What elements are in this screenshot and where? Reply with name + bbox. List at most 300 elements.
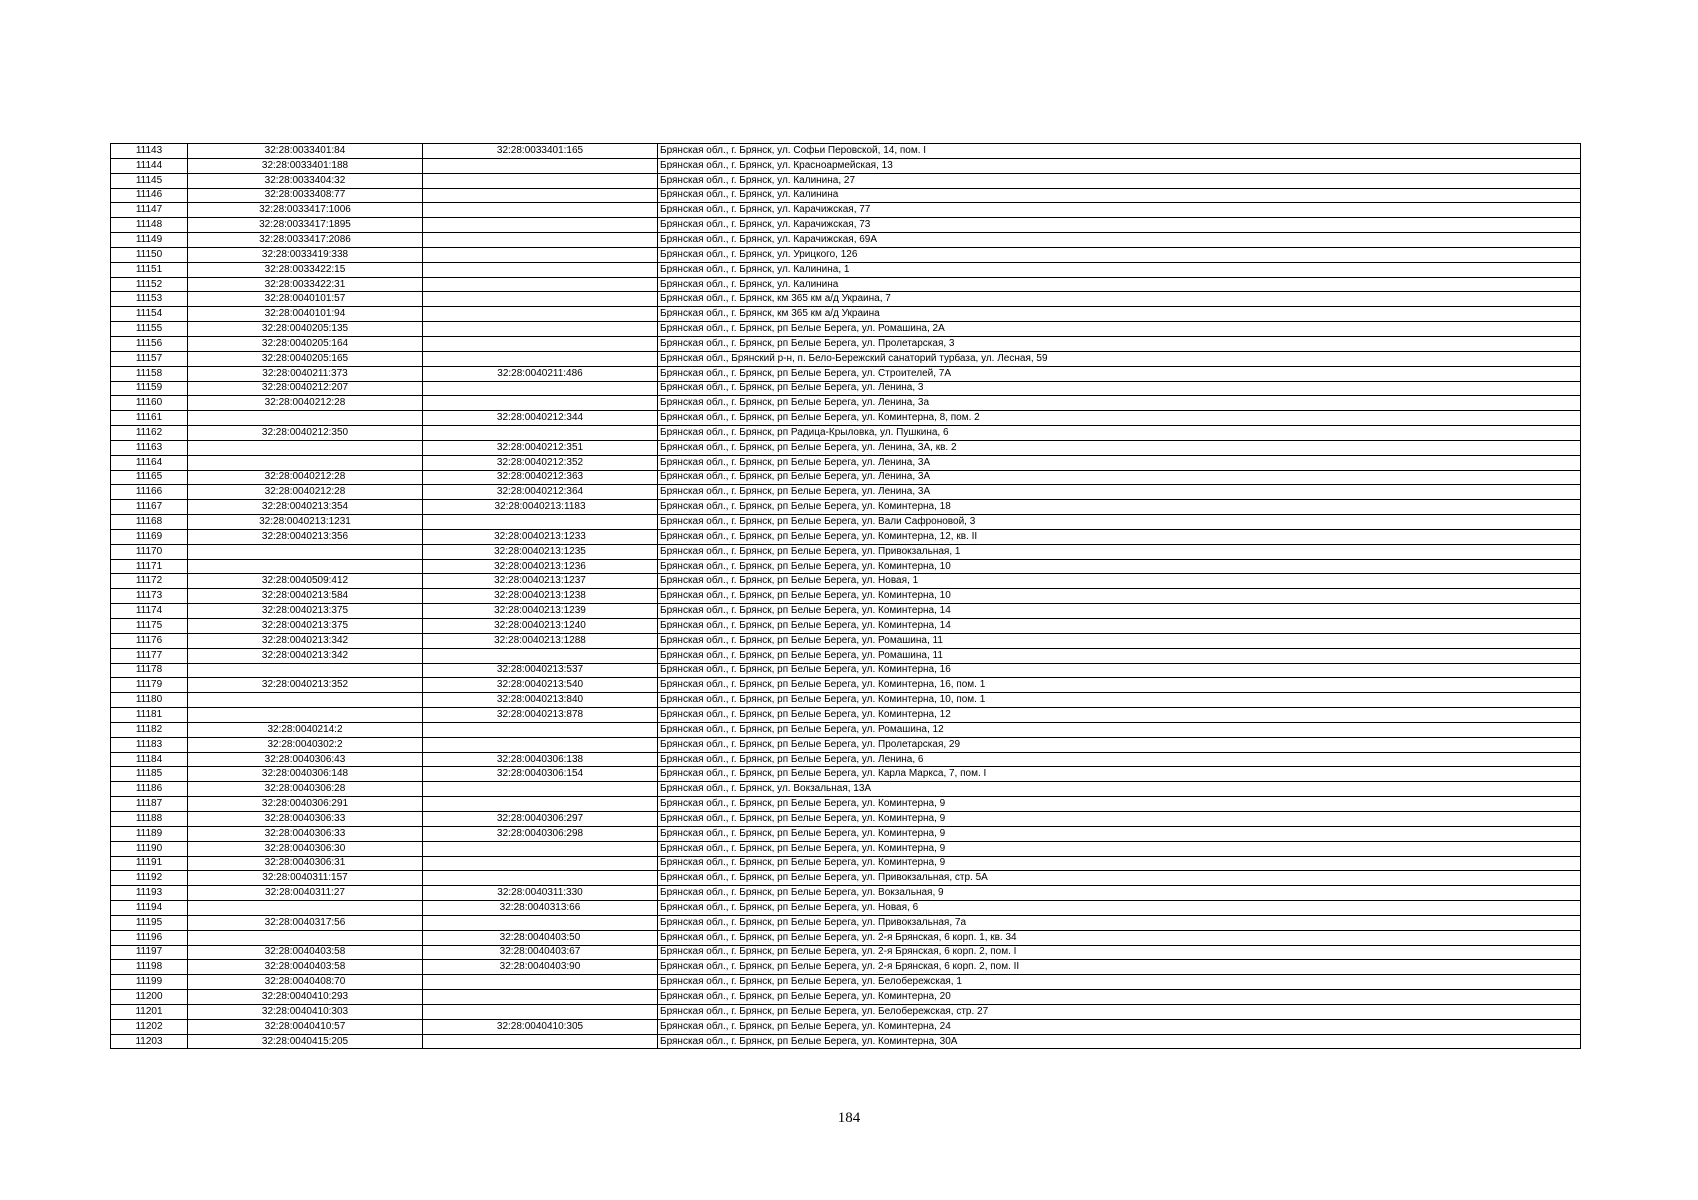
address-cell: Брянская обл., г. Брянск, рп Белые Берега, ул. Коминтерна, 9	[658, 811, 1581, 826]
table-row	[111, 663, 1581, 678]
building-cadastral-number-cell: 32:28:0040213:537	[423, 663, 658, 678]
table-row	[111, 589, 1581, 604]
table-row	[111, 975, 1581, 990]
row-number-cell: 11166	[111, 485, 188, 500]
row-number-cell: 11194	[111, 901, 188, 916]
address-cell: Брянская обл., г. Брянск, рп Белые Берега, ул. Ленина, 3А	[658, 485, 1581, 500]
land-cadastral-number-cell: 32:28:0040213:352	[188, 678, 423, 693]
address-cell: Брянская обл., г. Брянск, рп Белые Берега, ул. Коминтерна, 16, пом. 1	[658, 678, 1581, 693]
table-row	[111, 292, 1581, 307]
building-cadastral-number-cell: 32:28:0040213:1233	[423, 529, 658, 544]
row-number-cell: 11202	[111, 1019, 188, 1034]
building-cadastral-number-cell: 32:28:0040213:1183	[423, 500, 658, 515]
row-number-cell: 11170	[111, 544, 188, 559]
land-cadastral-number-cell: 32:28:0033417:1895	[188, 218, 423, 233]
row-number-cell: 11203	[111, 1034, 188, 1049]
row-number-cell: 11184	[111, 752, 188, 767]
building-cadastral-number-cell: 32:28:0040213:1239	[423, 604, 658, 619]
land-cadastral-number-cell: 32:28:0040403:58	[188, 960, 423, 975]
table-row	[111, 930, 1581, 945]
table-row	[111, 811, 1581, 826]
address-cell: Брянская обл., г. Брянск, рп Белые Берега, ул. Коминтерна, 14	[658, 619, 1581, 634]
land-cadastral-number-cell: 32:28:0033401:84	[188, 144, 423, 159]
land-cadastral-number-cell: 32:28:0040403:58	[188, 945, 423, 960]
building-cadastral-number-cell: 32:28:0040311:330	[423, 886, 658, 901]
building-cadastral-number-cell	[423, 782, 658, 797]
building-cadastral-number-cell	[423, 218, 658, 233]
address-cell: Брянская обл., г. Брянск, рп Белые Берега, ул. Ленина, 3а	[658, 396, 1581, 411]
land-cadastral-number-cell: 32:28:0040212:28	[188, 485, 423, 500]
building-cadastral-number-cell	[423, 322, 658, 337]
row-number-cell: 11175	[111, 619, 188, 634]
address-cell: Брянская обл., г. Брянск, рп Белые Берега, ул. Коминтерна, 18	[658, 500, 1581, 515]
land-cadastral-number-cell: 32:28:0040408:70	[188, 975, 423, 990]
row-number-cell: 11186	[111, 782, 188, 797]
address-cell: Брянская обл., г. Брянск, рп Белые Берега, ул. 2-я Брянская, 6 корп. 1, кв. 34	[658, 930, 1581, 945]
row-number-cell: 11200	[111, 990, 188, 1005]
land-cadastral-number-cell: 32:28:0040212:350	[188, 426, 423, 441]
building-cadastral-number-cell: 32:28:0040213:1235	[423, 544, 658, 559]
building-cadastral-number-cell	[423, 262, 658, 277]
address-cell: Брянская обл., г. Брянск, рп Белые Берега, ул. Ромашина, 11	[658, 633, 1581, 648]
row-number-cell: 11162	[111, 426, 188, 441]
land-cadastral-number-cell	[188, 559, 423, 574]
page-number: 184	[837, 1110, 861, 1126]
building-cadastral-number-cell: 32:28:0040306:297	[423, 811, 658, 826]
row-number-cell: 11187	[111, 797, 188, 812]
table-row	[111, 144, 1581, 159]
row-number-cell: 11183	[111, 737, 188, 752]
land-cadastral-number-cell: 32:28:0033417:1006	[188, 203, 423, 218]
table-row	[111, 440, 1581, 455]
row-number-cell: 11171	[111, 559, 188, 574]
land-cadastral-number-cell: 32:28:0040101:94	[188, 307, 423, 322]
row-number-cell: 11172	[111, 574, 188, 589]
row-number-cell: 11177	[111, 648, 188, 663]
table-row	[111, 322, 1581, 337]
table-row	[111, 604, 1581, 619]
row-number-cell: 11176	[111, 633, 188, 648]
address-cell: Брянская обл., Брянский р-н, п. Бело-Бережский санаторий турбаза, ул. Лесная, 59	[658, 351, 1581, 366]
address-cell: Брянская обл., г. Брянск, рп Белые Берега, ул. Коминтерна, 10, пом. 1	[658, 693, 1581, 708]
table-row	[111, 841, 1581, 856]
row-number-cell: 11160	[111, 396, 188, 411]
row-number-cell: 11181	[111, 708, 188, 723]
table-row	[111, 559, 1581, 574]
address-cell: Брянская обл., г. Брянск, рп Белые Берега, ул. Коминтерна, 9	[658, 826, 1581, 841]
building-cadastral-number-cell	[423, 307, 658, 322]
address-cell: Брянская обл., г. Брянск, рп Белые Берега, ул. Коминтерна, 10	[658, 589, 1581, 604]
address-cell: Брянская обл., г. Брянск, рп Белые Берега, ул. 2-я Брянская, 6 корп. 2, пом. I	[658, 945, 1581, 960]
land-cadastral-number-cell: 32:28:0040306:28	[188, 782, 423, 797]
address-cell: Брянская обл., г. Брянск, рп Белые Берега, ул. Коминтерна, 14	[658, 604, 1581, 619]
address-cell: Брянская обл., г. Брянск, рп Белые Берега, ул. Коминтерна, 20	[658, 990, 1581, 1005]
building-cadastral-number-cell: 32:28:0040212:364	[423, 485, 658, 500]
building-cadastral-number-cell: 32:28:0040213:878	[423, 708, 658, 723]
row-number-cell: 11164	[111, 455, 188, 470]
land-cadastral-number-cell: 32:28:0040306:33	[188, 826, 423, 841]
table-row	[111, 515, 1581, 530]
row-number-cell: 11161	[111, 411, 188, 426]
table-row	[111, 648, 1581, 663]
row-number-cell: 11195	[111, 915, 188, 930]
table-row	[111, 277, 1581, 292]
row-number-cell: 11149	[111, 233, 188, 248]
table-row	[111, 633, 1581, 648]
row-number-cell: 11146	[111, 188, 188, 203]
table-row	[111, 678, 1581, 693]
table-row	[111, 366, 1581, 381]
land-cadastral-number-cell: 32:28:0040213:375	[188, 619, 423, 634]
table-row	[111, 529, 1581, 544]
building-cadastral-number-cell: 32:28:0040212:351	[423, 440, 658, 455]
table-row	[111, 173, 1581, 188]
row-number-cell: 11165	[111, 470, 188, 485]
building-cadastral-number-cell	[423, 203, 658, 218]
building-cadastral-number-cell	[423, 915, 658, 930]
row-number-cell: 11151	[111, 262, 188, 277]
row-number-cell: 11179	[111, 678, 188, 693]
row-number-cell: 11189	[111, 826, 188, 841]
table-row	[111, 396, 1581, 411]
address-cell: Брянская обл., г. Брянск, рп Белые Берега, ул. Ромашина, 12	[658, 722, 1581, 737]
building-cadastral-number-cell	[423, 292, 658, 307]
row-number-cell: 11173	[111, 589, 188, 604]
address-cell: Брянская обл., г. Брянск, рп Белые Берега, ул. 2-я Брянская, 6 корп. 2, пом. II	[658, 960, 1581, 975]
table-row	[111, 826, 1581, 841]
land-cadastral-number-cell: 32:28:0040306:33	[188, 811, 423, 826]
land-cadastral-number-cell: 32:28:0033401:188	[188, 158, 423, 173]
row-number-cell: 11174	[111, 604, 188, 619]
table-row	[111, 1004, 1581, 1019]
row-number-cell: 11169	[111, 529, 188, 544]
row-number-cell: 11168	[111, 515, 188, 530]
address-cell: Брянская обл., г. Брянск, рп Белые Берега, ул. Ленина, 3А	[658, 455, 1581, 470]
address-cell: Брянская обл., г. Брянск, рп Белые Берега, ул. Вокзальная, 9	[658, 886, 1581, 901]
row-number-cell: 11191	[111, 856, 188, 871]
table-row	[111, 797, 1581, 812]
address-cell: Брянская обл., г. Брянск, ул. Калинина, 1	[658, 262, 1581, 277]
table-row	[111, 960, 1581, 975]
row-number-cell: 11198	[111, 960, 188, 975]
building-cadastral-number-cell	[423, 722, 658, 737]
table-row	[111, 767, 1581, 782]
land-cadastral-number-cell	[188, 693, 423, 708]
land-cadastral-number-cell: 32:28:0040306:148	[188, 767, 423, 782]
building-cadastral-number-cell: 32:28:0040213:1237	[423, 574, 658, 589]
row-number-cell: 11143	[111, 144, 188, 159]
table-row	[111, 336, 1581, 351]
building-cadastral-number-cell	[423, 247, 658, 262]
address-cell: Брянская обл., г. Брянск, рп Белые Берега, ул. Привокзальная, 7а	[658, 915, 1581, 930]
address-cell: Брянская обл., г. Брянск, рп Белые Берега, ул. Коминтерна, 12	[658, 708, 1581, 723]
table-row	[111, 693, 1581, 708]
row-number-cell: 11196	[111, 930, 188, 945]
building-cadastral-number-cell	[423, 871, 658, 886]
address-cell: Брянская обл., г. Брянск, ул. Софьи Перовской, 14, пом. I	[658, 144, 1581, 159]
address-cell: Брянская обл., г. Брянск, рп Белые Берега, ул. Новая, 6	[658, 901, 1581, 916]
building-cadastral-number-cell: 32:28:0040306:298	[423, 826, 658, 841]
address-cell: Брянская обл., г. Брянск, рп Белые Берега, ул. Привокзальная, стр. 5А	[658, 871, 1581, 886]
building-cadastral-number-cell	[423, 277, 658, 292]
building-cadastral-number-cell: 32:28:0040213:1240	[423, 619, 658, 634]
row-number-cell: 11157	[111, 351, 188, 366]
table-row	[111, 901, 1581, 916]
table-row	[111, 203, 1581, 218]
address-cell: Брянская обл., г. Брянск, рп Белые Берега, ул. Пролетарская, 3	[658, 336, 1581, 351]
table-row	[111, 411, 1581, 426]
land-cadastral-number-cell: 32:28:0040101:57	[188, 292, 423, 307]
building-cadastral-number-cell: 32:28:0040403:50	[423, 930, 658, 945]
table-row	[111, 886, 1581, 901]
row-number-cell: 11158	[111, 366, 188, 381]
row-number-cell: 11154	[111, 307, 188, 322]
building-cadastral-number-cell: 32:28:0040306:154	[423, 767, 658, 782]
land-cadastral-number-cell: 32:28:0040410:57	[188, 1019, 423, 1034]
land-cadastral-number-cell	[188, 440, 423, 455]
building-cadastral-number-cell	[423, 797, 658, 812]
building-cadastral-number-cell: 32:28:0040212:344	[423, 411, 658, 426]
row-number-cell: 11150	[111, 247, 188, 262]
building-cadastral-number-cell	[423, 975, 658, 990]
land-cadastral-number-cell: 32:28:0040509:412	[188, 574, 423, 589]
row-number-cell: 11199	[111, 975, 188, 990]
table-row	[111, 351, 1581, 366]
row-number-cell: 11144	[111, 158, 188, 173]
property-registry-table	[110, 143, 1581, 1049]
table-row	[111, 455, 1581, 470]
address-cell: Брянская обл., г. Брянск, рп Белые Берега, ул. Ленина, 3А	[658, 470, 1581, 485]
address-cell: Брянская обл., г. Брянск, ул. Карачижская, 69А	[658, 233, 1581, 248]
address-cell: Брянская обл., г. Брянск, рп Белые Берега, ул. Коминтерна, 30А	[658, 1034, 1581, 1049]
building-cadastral-number-cell	[423, 173, 658, 188]
land-cadastral-number-cell: 32:28:0033417:2086	[188, 233, 423, 248]
building-cadastral-number-cell	[423, 1034, 658, 1049]
address-cell: Брянская обл., г. Брянск, рп Белые Берега, ул. Ленина, 3А, кв. 2	[658, 440, 1581, 455]
address-cell: Брянская обл., г. Брянск, ул. Калинина, 27	[658, 173, 1581, 188]
land-cadastral-number-cell	[188, 901, 423, 916]
row-number-cell: 11185	[111, 767, 188, 782]
land-cadastral-number-cell: 32:28:0033419:338	[188, 247, 423, 262]
land-cadastral-number-cell: 32:28:0033422:31	[188, 277, 423, 292]
address-cell: Брянская обл., г. Брянск, рп Белые Берега, ул. Новая, 1	[658, 574, 1581, 589]
row-number-cell: 11188	[111, 811, 188, 826]
building-cadastral-number-cell: 32:28:0040213:1238	[423, 589, 658, 604]
land-cadastral-number-cell: 32:28:0040212:207	[188, 381, 423, 396]
table-row	[111, 307, 1581, 322]
building-cadastral-number-cell	[423, 648, 658, 663]
table-row	[111, 990, 1581, 1005]
building-cadastral-number-cell: 32:28:0040306:138	[423, 752, 658, 767]
building-cadastral-number-cell	[423, 188, 658, 203]
building-cadastral-number-cell: 32:28:0040403:67	[423, 945, 658, 960]
address-cell: Брянская обл., г. Брянск, ул. Карачижская, 73	[658, 218, 1581, 233]
building-cadastral-number-cell	[423, 990, 658, 1005]
land-cadastral-number-cell: 32:28:0040205:165	[188, 351, 423, 366]
address-cell: Брянская обл., г. Брянск, рп Белые Берега, ул. Белобережская, 1	[658, 975, 1581, 990]
land-cadastral-number-cell: 32:28:0040213:342	[188, 648, 423, 663]
building-cadastral-number-cell	[423, 233, 658, 248]
land-cadastral-number-cell: 32:28:0040213:1231	[188, 515, 423, 530]
address-cell: Брянская обл., г. Брянск, рп Белые Берега, ул. Ромашина, 2А	[658, 322, 1581, 337]
land-cadastral-number-cell: 32:28:0040213:354	[188, 500, 423, 515]
row-number-cell: 11156	[111, 336, 188, 351]
address-cell: Брянская обл., г. Брянск, ул. Красноармейская, 13	[658, 158, 1581, 173]
address-cell: Брянская обл., г. Брянск, рп Белые Берега, ул. Коминтерна, 8, пом. 2	[658, 411, 1581, 426]
table-row	[111, 485, 1581, 500]
land-cadastral-number-cell	[188, 708, 423, 723]
address-cell: Брянская обл., г. Брянск, рп Белые Берега, ул. Строителей, 7А	[658, 366, 1581, 381]
address-cell: Брянская обл., г. Брянск, рп Белые Берега, ул. Ленина, 6	[658, 752, 1581, 767]
building-cadastral-number-cell	[423, 856, 658, 871]
address-cell: Брянская обл., г. Брянск, км 365 км а/д Украина	[658, 307, 1581, 322]
row-number-cell: 11180	[111, 693, 188, 708]
land-cadastral-number-cell: 32:28:0040205:135	[188, 322, 423, 337]
table-row	[111, 722, 1581, 737]
building-cadastral-number-cell	[423, 1004, 658, 1019]
row-number-cell: 11148	[111, 218, 188, 233]
building-cadastral-number-cell: 32:28:0040213:540	[423, 678, 658, 693]
table-row	[111, 782, 1581, 797]
table-row	[111, 233, 1581, 248]
address-cell: Брянская обл., г. Брянск, рп Белые Берега, ул. Коминтерна, 9	[658, 841, 1581, 856]
row-number-cell: 11145	[111, 173, 188, 188]
table-row	[111, 218, 1581, 233]
building-cadastral-number-cell	[423, 515, 658, 530]
table-row	[111, 470, 1581, 485]
land-cadastral-number-cell: 32:28:0040306:30	[188, 841, 423, 856]
table-row	[111, 737, 1581, 752]
building-cadastral-number-cell	[423, 336, 658, 351]
address-cell: Брянская обл., г. Брянск, ул. Калинина	[658, 277, 1581, 292]
row-number-cell: 11193	[111, 886, 188, 901]
building-cadastral-number-cell	[423, 396, 658, 411]
table-row	[111, 871, 1581, 886]
row-number-cell: 11201	[111, 1004, 188, 1019]
building-cadastral-number-cell: 32:28:0033401:165	[423, 144, 658, 159]
building-cadastral-number-cell	[423, 737, 658, 752]
land-cadastral-number-cell: 32:28:0033404:32	[188, 173, 423, 188]
building-cadastral-number-cell	[423, 381, 658, 396]
table-row	[111, 915, 1581, 930]
land-cadastral-number-cell: 32:28:0040306:31	[188, 856, 423, 871]
address-cell: Брянская обл., г. Брянск, рп Радица-Крыловка, ул. Пушкина, 6	[658, 426, 1581, 441]
address-cell: Брянская обл., г. Брянск, рп Белые Берега, ул. Коминтерна, 9	[658, 797, 1581, 812]
address-cell: Брянская обл., г. Брянск, рп Белые Берега, ул. Карла Маркса, 7, пом. I	[658, 767, 1581, 782]
building-cadastral-number-cell	[423, 841, 658, 856]
building-cadastral-number-cell: 32:28:0040410:305	[423, 1019, 658, 1034]
row-number-cell: 11159	[111, 381, 188, 396]
address-cell: Брянская обл., г. Брянск, ул. Урицкого, 126	[658, 247, 1581, 262]
table-row	[111, 856, 1581, 871]
row-number-cell: 11178	[111, 663, 188, 678]
land-cadastral-number-cell	[188, 663, 423, 678]
row-number-cell: 11155	[111, 322, 188, 337]
land-cadastral-number-cell: 32:28:0040306:43	[188, 752, 423, 767]
table-row	[111, 500, 1581, 515]
land-cadastral-number-cell: 32:28:0040213:356	[188, 529, 423, 544]
row-number-cell: 11163	[111, 440, 188, 455]
land-cadastral-number-cell: 32:28:0040212:28	[188, 470, 423, 485]
table-row	[111, 1019, 1581, 1034]
land-cadastral-number-cell: 32:28:0040311:27	[188, 886, 423, 901]
land-cadastral-number-cell	[188, 455, 423, 470]
land-cadastral-number-cell: 32:28:0040214:2	[188, 722, 423, 737]
table-row	[111, 262, 1581, 277]
land-cadastral-number-cell: 32:28:0040410:303	[188, 1004, 423, 1019]
address-cell: Брянская обл., г. Брянск, ул. Карачижская, 77	[658, 203, 1581, 218]
land-cadastral-number-cell: 32:28:0040213:342	[188, 633, 423, 648]
address-cell: Брянская обл., г. Брянск, рп Белые Берега, ул. Привокзальная, 1	[658, 544, 1581, 559]
table-row	[111, 544, 1581, 559]
row-number-cell: 11192	[111, 871, 188, 886]
table-row	[111, 619, 1581, 634]
address-cell: Брянская обл., г. Брянск, рп Белые Берега, ул. Коминтерна, 9	[658, 856, 1581, 871]
land-cadastral-number-cell: 32:28:0040410:293	[188, 990, 423, 1005]
address-cell: Брянская обл., г. Брянск, рп Белые Берега, ул. Пролетарская, 29	[658, 737, 1581, 752]
building-cadastral-number-cell: 32:28:0040212:363	[423, 470, 658, 485]
table-row	[111, 188, 1581, 203]
table-row	[111, 574, 1581, 589]
address-cell: Брянская обл., г. Брянск, км 365 км а/д Украина, 7	[658, 292, 1581, 307]
row-number-cell: 11152	[111, 277, 188, 292]
building-cadastral-number-cell: 32:28:0040213:1236	[423, 559, 658, 574]
address-cell: Брянская обл., г. Брянск, рп Белые Берега, ул. Коминтерна, 12, кв. II	[658, 529, 1581, 544]
building-cadastral-number-cell: 32:28:0040213:1288	[423, 633, 658, 648]
building-cadastral-number-cell	[423, 351, 658, 366]
address-cell: Брянская обл., г. Брянск, рп Белые Берега, ул. Белобережская, стр. 27	[658, 1004, 1581, 1019]
building-cadastral-number-cell: 32:28:0040313:66	[423, 901, 658, 916]
land-cadastral-number-cell: 32:28:0033422:15	[188, 262, 423, 277]
land-cadastral-number-cell: 32:28:0040205:164	[188, 336, 423, 351]
land-cadastral-number-cell: 32:28:0040415:205	[188, 1034, 423, 1049]
land-cadastral-number-cell: 32:28:0040302:2	[188, 737, 423, 752]
building-cadastral-number-cell	[423, 426, 658, 441]
address-cell: Брянская обл., г. Брянск, ул. Вокзальная, 13А	[658, 782, 1581, 797]
table-row	[111, 426, 1581, 441]
table-row	[111, 945, 1581, 960]
land-cadastral-number-cell: 32:28:0040211:373	[188, 366, 423, 381]
land-cadastral-number-cell: 32:28:0040317:56	[188, 915, 423, 930]
land-cadastral-number-cell: 32:28:0040213:375	[188, 604, 423, 619]
land-cadastral-number-cell	[188, 544, 423, 559]
row-number-cell: 11147	[111, 203, 188, 218]
building-cadastral-number-cell: 32:28:0040213:840	[423, 693, 658, 708]
address-cell: Брянская обл., г. Брянск, рп Белые Берега, ул. Коминтерна, 24	[658, 1019, 1581, 1034]
address-cell: Брянская обл., г. Брянск, рп Белые Берега, ул. Ленина, 3	[658, 381, 1581, 396]
land-cadastral-number-cell: 32:28:0040213:584	[188, 589, 423, 604]
address-cell: Брянская обл., г. Брянск, рп Белые Берега, ул. Вали Сафроновой, 3	[658, 515, 1581, 530]
land-cadastral-number-cell: 32:28:0040306:291	[188, 797, 423, 812]
address-cell: Брянская обл., г. Брянск, ул. Калинина	[658, 188, 1581, 203]
building-cadastral-number-cell	[423, 158, 658, 173]
building-cadastral-number-cell: 32:28:0040211:486	[423, 366, 658, 381]
land-cadastral-number-cell: 32:28:0040212:28	[188, 396, 423, 411]
land-cadastral-number-cell	[188, 930, 423, 945]
address-cell: Брянская обл., г. Брянск, рп Белые Берега, ул. Ромашина, 11	[658, 648, 1581, 663]
building-cadastral-number-cell: 32:28:0040403:90	[423, 960, 658, 975]
row-number-cell: 11182	[111, 722, 188, 737]
row-number-cell: 11167	[111, 500, 188, 515]
table-row	[111, 158, 1581, 173]
land-cadastral-number-cell: 32:28:0033408:77	[188, 188, 423, 203]
land-cadastral-number-cell: 32:28:0040311:157	[188, 871, 423, 886]
row-number-cell: 11197	[111, 945, 188, 960]
table-row	[111, 752, 1581, 767]
address-cell: Брянская обл., г. Брянск, рп Белые Берега, ул. Коминтерна, 16	[658, 663, 1581, 678]
table-row	[111, 708, 1581, 723]
row-number-cell: 11190	[111, 841, 188, 856]
